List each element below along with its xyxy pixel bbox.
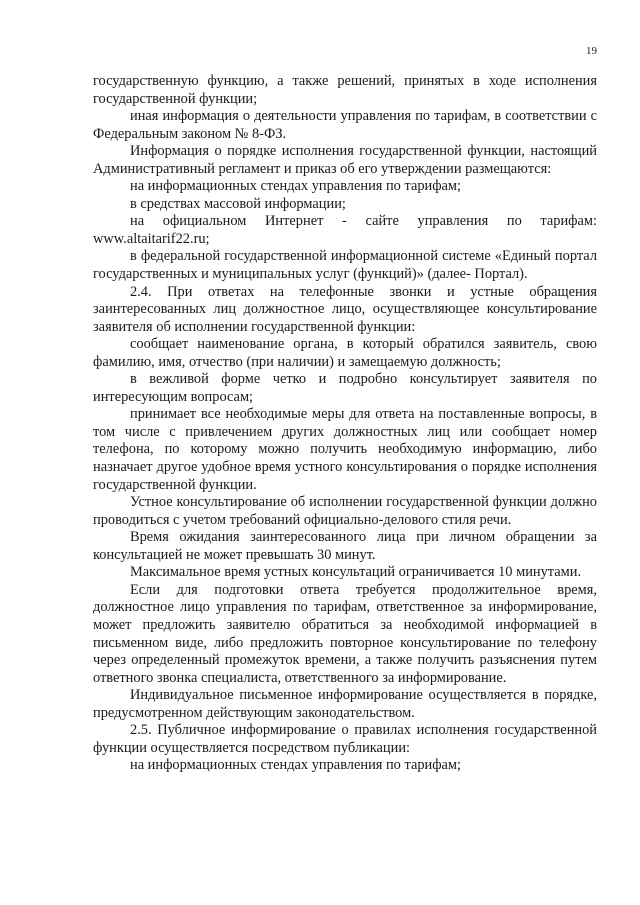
- paragraph-2: иная информация о деятельности управления по тарифам, в соответствии с Федеральным законом № 8-ФЗ.: [93, 108, 597, 142]
- paragraph-7: в федеральной государственной информационной системе «Единый портал государственных и муниципальных услуг (функций)» (далее- Портал).: [93, 248, 597, 283]
- page-number: 19: [586, 45, 597, 57]
- paragraph-13: Время ожидания заинтересованного лица при личном обращении за консультацией не может превышать 30 минут.: [93, 529, 597, 563]
- paragraph-17: 2.5. Публичное информирование о правилах исполнения государственной функции осуществляется посредством публикации:: [93, 722, 597, 756]
- paragraph-6: на официальном Интернет - сайте управления по тарифам: www.altaitarif22.ru;: [93, 213, 597, 247]
- paragraph-16: Индивидуальное письменное информирование осуществляется в порядке, предусмотренном действующим законодательством.: [93, 687, 597, 721]
- paragraph-8: 2.4. При ответах на телефонные звонки и устные обращения заинтересованных лиц должностное лицо, осуществляющее консультирование заявителя об исполнении государственной функции:: [93, 283, 597, 335]
- paragraph-11: принимает все необходимые меры для ответа на поставленные вопросы, в том числе с привлечением других должностных лиц или сообщает номер телефона, по которому можно получить необходимую информацию, либо назначает другое удобное время устного консультирования о порядке исполнения государственной функции.: [93, 406, 597, 493]
- paragraph-18: на информационных стендах управления по тарифам;: [130, 757, 462, 774]
- paragraph-10: в вежливой форме четко и подробно консультирует заявителя по интересующим вопросам;: [93, 371, 597, 405]
- paragraph-5: в средствах массовой информации;: [130, 195, 346, 212]
- document-body: [93, 73, 597, 775]
- paragraph-12: Устное консультирование об исполнении государственной функции должно проводиться с учетом требований официально-делового стиля речи.: [93, 494, 597, 528]
- paragraph-15: Если для подготовки ответа требуется продолжительное время, должностное лицо управления по тарифам, ответственное за информирование, может предложить заявителю обратиться за необходимой информацией в письменном виде, либо предложить повторное консультирование по телефону через определенный промежуток времени, а также получить разъяснения путем ответного звонка специалиста, ответственного за информирование.: [93, 581, 597, 686]
- paragraph-14: Максимальное время устных консультаций ограничивается 10 минутами.: [130, 564, 582, 581]
- paragraph-4: на информационных стендах управления по тарифам;: [130, 178, 462, 195]
- paragraph-3: Информация о порядке исполнения государственной функции, настоящий Административный регламент и приказ об его утверждении размещаются:: [93, 143, 597, 177]
- paragraph-9: сообщает наименование органа, в который обратился заявитель, свою фамилию, имя, отчество (при наличии) и замещаемую должность;: [93, 336, 597, 370]
- paragraph-1: государственную функцию, а также решений, принятых в ходе исполнения государственной функции;: [93, 73, 597, 107]
